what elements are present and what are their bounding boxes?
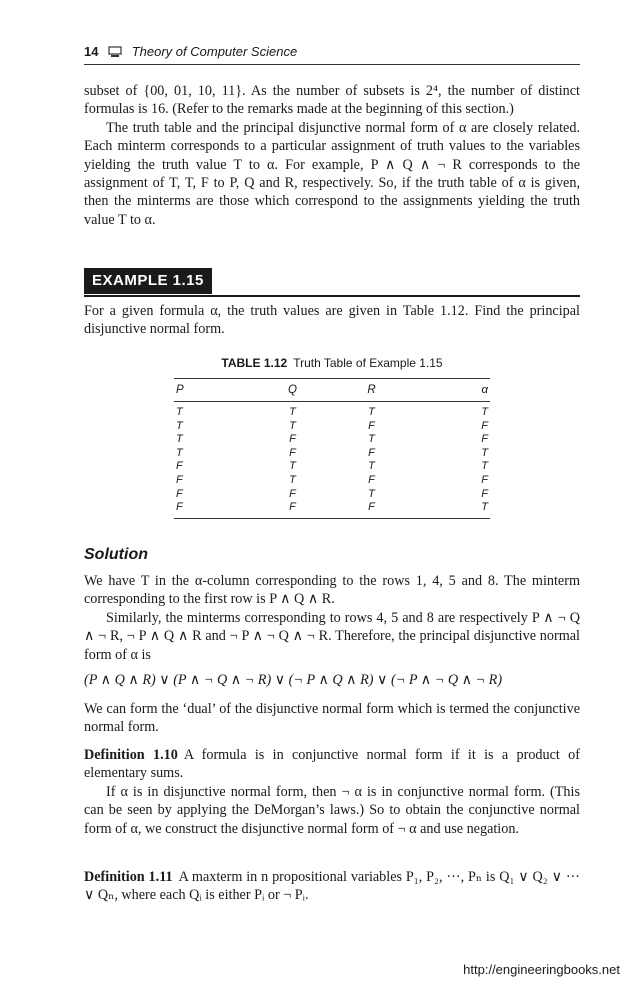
example-label: EXAMPLE 1.15 (84, 268, 212, 294)
definition-label: Definition 1.11 (84, 869, 173, 885)
table-cell: T (368, 487, 375, 500)
table-header-cell: R (367, 384, 376, 396)
running-header (84, 44, 580, 65)
solution-heading: Solution (84, 546, 148, 563)
table-cell: F (481, 487, 488, 500)
table-cell: F (481, 433, 488, 446)
table-cell: T (481, 406, 488, 418)
intro-section (84, 82, 580, 229)
example-rule (84, 295, 580, 297)
table-cell: T (368, 406, 375, 418)
definition-1-11 (84, 868, 580, 905)
table-cell: T (289, 419, 296, 432)
definition-1-10 (84, 746, 580, 838)
table-caption (84, 356, 580, 370)
page-number: 14 (84, 44, 99, 59)
definition-text: A maxterm in n propositional variables P₁, P₂, ···, Pₙ is Q₁ ∨ Q₂ ∨ ··· ∨ Qₙ, where each Qᵢ is either Pᵢ or ¬ Pᵢ. (84, 869, 580, 904)
intro-paragraph-1: subset of {00, 01, 10, 11}. As the number of subsets is 2⁴, the number of distinct formulas is 16. (Refer to the remarks made at the beginning of this section.) (84, 83, 580, 118)
table-cell: F (368, 473, 375, 486)
table-cell: T (176, 419, 183, 432)
definition-text: A formula is in conjunctive normal form if it is a product of elementary sums. (84, 747, 580, 782)
table-cell: T (368, 433, 375, 446)
table-header-row (174, 379, 490, 401)
table-cell: F (176, 501, 183, 514)
definition-label: Definition 1.10 (84, 747, 178, 763)
table-cell: F (368, 446, 375, 459)
table-cell: T (481, 460, 488, 473)
table-cell: F (176, 473, 183, 486)
table-cell: F (481, 473, 488, 486)
book-title: Theory of Computer Science (131, 44, 298, 59)
table-cell: T (289, 473, 296, 486)
table-row (174, 420, 490, 434)
table-cell: T (481, 446, 488, 459)
table-header-cell: α (481, 384, 488, 396)
table-cell: F (289, 501, 296, 514)
dual-remark: We can form the ‘dual’ of the disjunctive normal form which is termed the conjunctive normal form. (84, 701, 580, 736)
table-cell: T (289, 460, 296, 473)
table-cell: F (368, 501, 375, 514)
solution-paragraph-2: Similarly, the minterms corresponding to rows 4, 5 and 8 are respectively P ∧ ¬ Q ∧ ¬ R, ¬ P ∧ Q ∧ R and ¬ P ∧ ¬ Q ∧ ¬ R. Therefore, the principal disjunctive normal form of α is (84, 609, 580, 663)
table-cell: F (289, 487, 296, 500)
table-cell: F (176, 460, 183, 473)
table-cell: F (368, 419, 375, 432)
table-row (174, 460, 490, 474)
book-icon (108, 46, 122, 62)
table-header-cell: Q (288, 384, 297, 396)
pdnf-formula: (P ∧ Q ∧ R) ∨ (P ∧ ¬ Q ∧ ¬ R) ∨ (¬ P ∧ Q ∧ R) ∨ (¬ P ∧ ¬ Q ∧ ¬ R) (84, 672, 503, 688)
solution-text (84, 572, 580, 664)
table-cell: F (481, 419, 488, 432)
table-cell: F (176, 487, 183, 500)
table-row (174, 406, 490, 420)
table-row (174, 474, 490, 488)
solution-paragraph-1: We have T in the α-column corresponding to the rows 1, 4, 5 and 8. The minterm corresponding to the first row is P ∧ Q ∧ R. (84, 573, 580, 608)
table-bottom-rule (174, 518, 490, 519)
example-statement: For a given formula α, the truth values are given in Table 1.12. Find the principal disjunctive normal form. (84, 303, 580, 338)
table-cell: F (289, 446, 296, 459)
table-cell: F (289, 433, 296, 446)
table-row (174, 488, 490, 502)
table-row (174, 501, 490, 515)
table-header-cell: P (176, 384, 184, 396)
table-caption-label: TABLE 1.12 (221, 356, 288, 370)
definition-followup: If α is in disjunctive normal form, then ¬ α is in conjunctive normal form. (This can be seen by applying the DeMorgan’s laws.) So to obtain the conjunctive normal form of α, we construct the disjunctive normal form of ¬ α and use negation. (84, 783, 580, 837)
table-cell: T (481, 501, 488, 514)
truth-table (174, 378, 490, 519)
table-cell: T (289, 406, 296, 418)
table-cell: T (176, 433, 183, 446)
table-row (174, 433, 490, 447)
table-caption-text: Truth Table of Example 1.15 (293, 356, 443, 370)
table-cell: T (176, 406, 183, 418)
intro-paragraph-2: The truth table and the principal disjunctive normal form of α are closely related. Each minterm corresponds to a particular assignment of truth values to the variables yielding the truth value T to α. For example, P ∧ Q ∧ ¬ R corresponds to the assignment of T, T, F to P, Q and R, respectively. So, if the truth table of α is given, then the minterms are those which correspond to the assignments yielding the truth value T to α. (84, 119, 580, 228)
table-cell: T (176, 446, 183, 459)
table-cell: T (368, 460, 375, 473)
footer-url: http://engineeringbooks.net (463, 962, 620, 977)
table-header-rule (174, 401, 490, 402)
table-row (174, 447, 490, 461)
